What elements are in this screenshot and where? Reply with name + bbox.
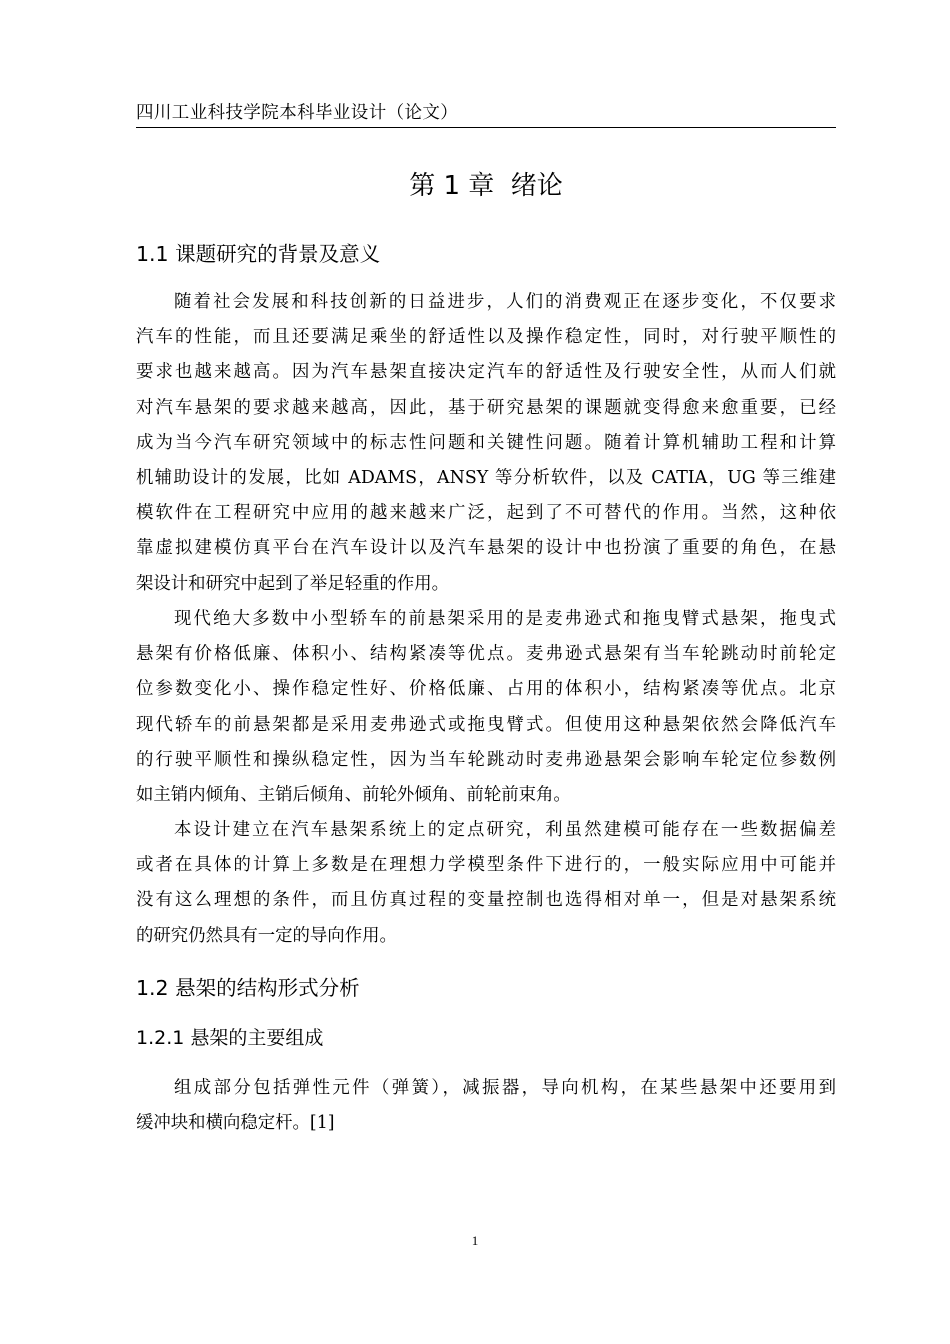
paragraph-line: 或者在具体的计算上多数是在理想力学模型条件下进行的，一般实际应用中可能并 <box>136 855 836 876</box>
paragraph-design-scope <box>136 813 836 954</box>
paragraph-line: 缓冲块和横向稳定杆。[1] <box>136 1113 335 1134</box>
paragraph-line: 靠虚拟建模仿真平台在汽车设计以及汽车悬架的设计中也扮演了重要的角色，在悬 <box>136 538 836 559</box>
page-number: 1 <box>471 1233 479 1248</box>
paragraph-line: 现代绝大多数中小型轿车的前悬架采用的是麦弗逊式和拖曳臂式悬架，拖曳式 <box>174 609 836 629</box>
paragraph-line: 架设计和研究中起到了举足轻重的作用。 <box>136 573 450 594</box>
paragraph-line: 模软件在工程研究中应用的越来越来广泛，起到了不可替代的作用。当然，这种依 <box>136 503 836 524</box>
chapter-title: 第 1 章 绪论 <box>409 171 563 201</box>
paragraph-suspension-types <box>136 602 836 813</box>
running-header-title: 四川工业科技学院本科毕业设计（论文） <box>136 103 459 123</box>
paragraph-line: 组成部分包括弹性元件（弹簧），减振器，导向机构，在某些悬架中还要用到 <box>174 1078 836 1098</box>
paragraph-line: 要求也越来越高。因为汽车悬架直接决定汽车的舒适性及行驶安全性，从而人们就 <box>136 362 836 383</box>
paragraph-line: 机辅助设计的发展，比如 ADAMS，ANSY 等分析软件，以及 CATIA，UG 等三维建 <box>136 467 836 488</box>
paragraph-line: 随着社会发展和科技创新的日益进步，人们的消费观正在逐步变化，不仅要求 <box>174 292 836 312</box>
paragraph-line: 成为当今汽车研究领域中的标志性问题和关键性问题。随着计算机辅助工程和计算 <box>136 432 836 453</box>
paragraph-line: 汽车的性能，而且还要满足乘坐的舒适性以及操作稳定性，同时，对行驶平顺性的 <box>136 327 836 348</box>
paragraph-line: 位参数变化小、操作稳定性好、价格低廉、占用的体积小，结构紧凑等优点。北京 <box>136 679 836 700</box>
paragraph-line: 的研究仍然具有一定的导向作用。 <box>136 925 397 946</box>
paragraph-line: 的行驶平顺性和操纵稳定性，因为当车轮跳动时麦弗逊悬架会影响车轮定位参数例 <box>136 749 836 770</box>
paragraph-line: 如主销内倾角、主销后倾角、前轮外倾角、前轮前束角。 <box>136 784 571 805</box>
paragraph-line: 悬架有价格低廉、体积小、结构紧凑等优点。麦弗逊式悬架有当车轮跳动时前轮定 <box>136 644 836 665</box>
section-heading-1-2: 1.2 悬架的结构形式分析 <box>136 976 360 1000</box>
paragraph-line: 对汽车悬架的要求越来越高，因此，基于研究悬架的课题就变得愈来愈重要，已经 <box>136 397 836 418</box>
paragraph-background <box>136 285 836 602</box>
paragraph-line: 本设计建立在汽车悬架系统上的定点研究，利虽然建模可能存在一些数据偏差 <box>174 820 836 840</box>
paragraph-line: 没有这么理想的条件，而且仿真过程的变量控制也选得相对单一，但是对悬架系统 <box>136 890 836 911</box>
header-divider <box>136 127 836 128</box>
paragraph-main-components <box>136 1071 836 1141</box>
paragraph-line: 现代轿车的前悬架都是采用麦弗逊式或拖曳臂式。但使用这种悬架依然会降低汽车 <box>136 714 836 735</box>
section-heading-1-1: 1.1 课题研究的背景及意义 <box>136 242 381 266</box>
section-heading-1-2-1: 1.2.1 悬架的主要组成 <box>136 1027 324 1049</box>
